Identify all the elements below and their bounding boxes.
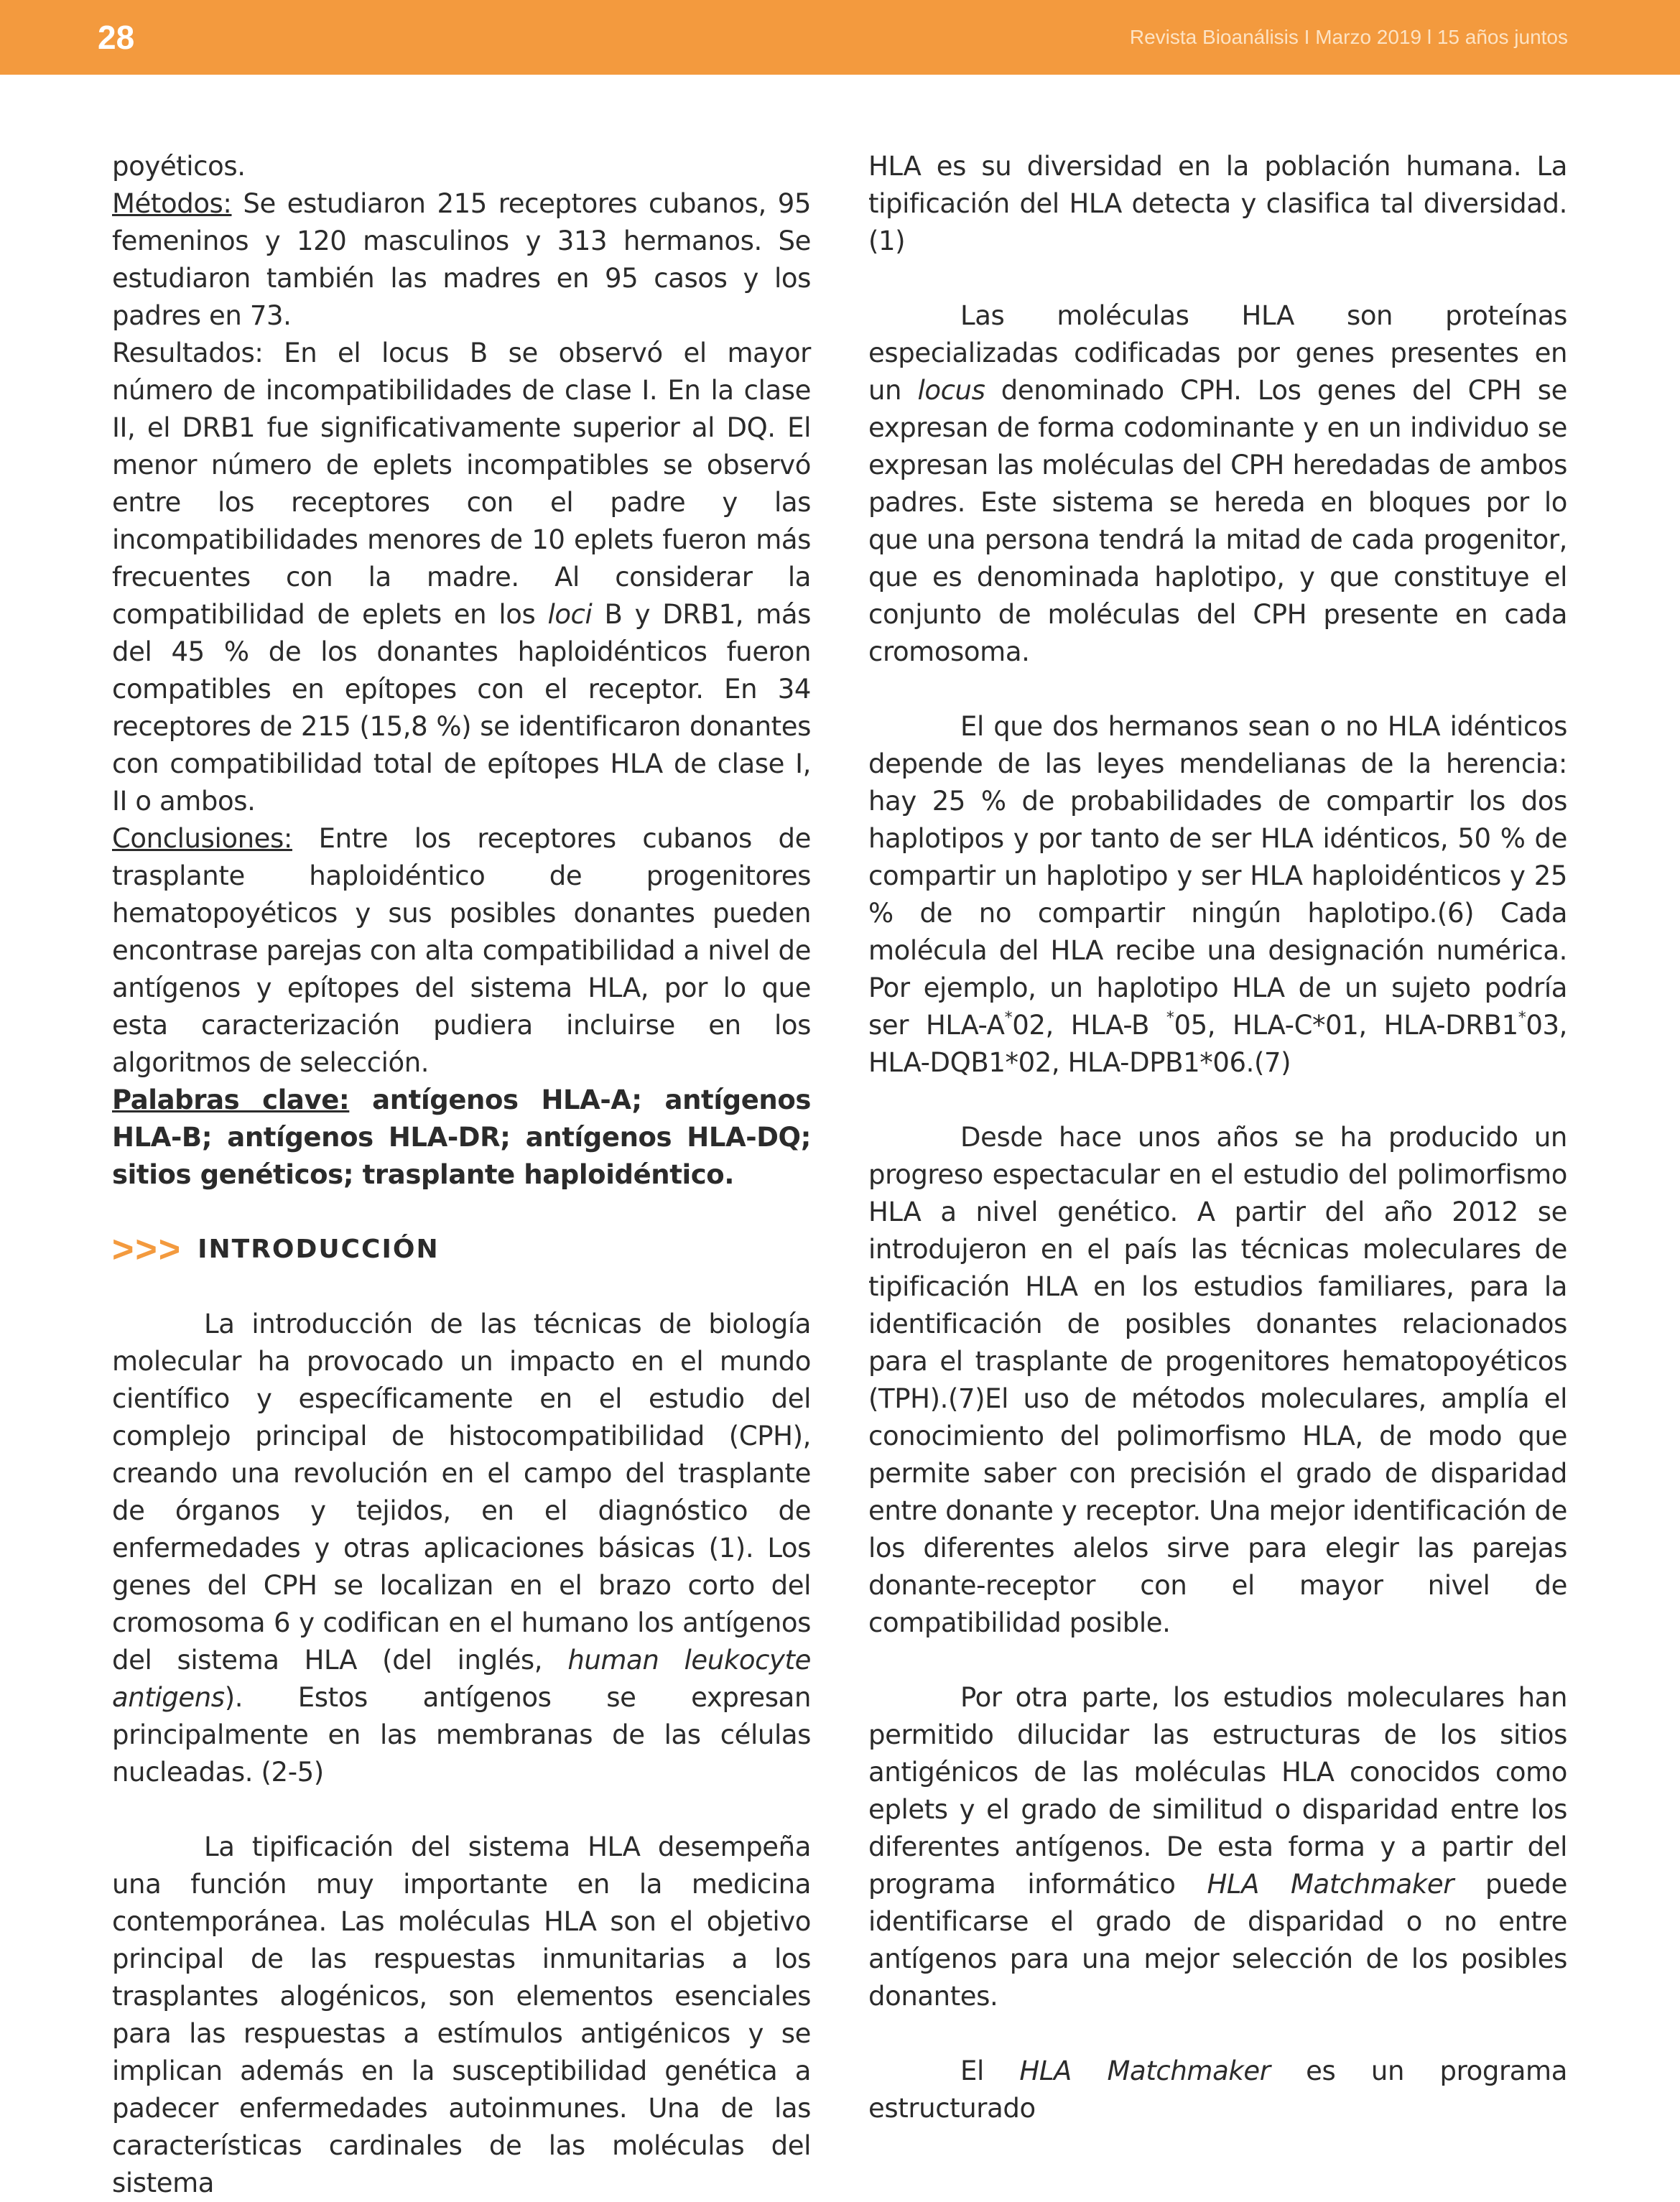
results-text: Resultados: En el locus B se observó el mayor número de incompatibilidades de clase I. En la clase II, el DRB1 fue significativamente superior al DQ. El menor número de eplets incompatibles se observó entre los receptores con el padre y las incompatibilidades menores de 10 eplets fueron más frecuentes con la madre. Al considerar la compatibilidad de eplets en los [112,338,811,630]
conclusions-text: Entre los receptores cubanos de trasplante haploidéntico de progenitores hematopoyéticos y sus posibles donantes pueden encontrase parejas con alta compatibilidad a nivel de antígenos y epítopes del sistema HLA, por lo que esta caracterización pudiera incluirse en los algoritmos de selección. [112,823,811,1078]
paragraph-r2 [868,297,1567,671]
text: Desde hace unos años se ha producido un progreso espectacular en el estudio del polimorfismo HLA a nivel genético. A partir del año 2012 se introdujeron en el país las técnicas moleculares de tipificación HLA en los estudios familiares, para la identificación de posibles donantes relacionados para el trasplante de progenitores hematopoyéticos (TPH).(7)El uso de métodos moleculares, amplía el conocimiento del polimorfismo HLA, de modo que permite saber con precisión el grado de disparidad entre donante y receptor. Una mejor identificación de los diferentes alelos sirve para elegir las parejas donante-receptor con el mayor nivel de compatibilidad posible. [868,1122,1567,1638]
text: 05, HLA-C*01, HLA-DRB1 [1174,1010,1518,1041]
text: HLA es su diversidad en la población humana. La tipificación del HLA detecta y clasifica tal diversidad.(1) [868,151,1567,256]
results-italic: loci [547,599,593,630]
text: El [960,2055,1020,2086]
paragraph-r6 [868,2053,1567,2127]
paragraph-intro-2 [112,1829,811,2202]
paragraph-keywords [112,1082,811,1194]
text: 02, HLA-B [1012,1010,1166,1041]
italic-text: human leukocyte antigens [112,1645,811,1713]
superscript: * [1166,1009,1174,1027]
text: es un programa estructurado [868,2055,1567,2124]
text: 03, HLA-DQB1*02, HLA-DPB1*06.(7) [868,1010,1567,1078]
conclusions-label: Conclusiones: [112,823,292,854]
methods-text: Se estudiaron 215 receptores cubanos, 95 femeninos y 120 masculinos y 313 hermanos. Se estudiaron también las madres en 95 casos y los padres en 73. [112,188,811,331]
text: denominado CPH. Los genes del CPH se expresan de forma codominante y en un individuo se expresan las moléculas del CPH heredadas de ambos padres. Este sistema se hereda en bloques por lo que una persona tendrá la mitad de cada progenitor, que es denominada haplotipo, y que constituye el conjunto de moléculas del CPH presente en cada cromosoma. [868,375,1567,667]
paragraph-results [112,335,811,820]
paragraph-continuation [112,148,811,185]
page-header-bar [0,0,1680,75]
section-heading [112,1231,811,1268]
left-column [112,148,811,2202]
paragraph-conclusions [112,820,811,1082]
italic-text: locus [917,375,985,406]
text: La introducción de las técnicas de biología molecular ha provocado un impacto en el mundo científico y específicamente en el estudio del complejo principal de histocompatibilidad (CPH), creando una revolución en el campo del trasplante de órganos y tejidos, en el diagnóstico de enfermedades y otras aplicaciones básicas (1). Los genes del CPH se localizan en el brazo corto del cromosoma 6 y codifican en el humano los antígenos del sistema HLA (del inglés, [112,1309,811,1676]
paragraph-r4 [868,1119,1567,1642]
text: Por otra parte, los estudios moleculares han permitido dilucidar las estructuras de los sitios antigénicos de las moléculas HLA conocidos como eplets y el grado de similitud o disparidad entre los diferentes antígenos. De esta forma y a partir del programa informático [868,1682,1567,1900]
italic-text: HLA Matchmaker [1207,1869,1454,1900]
paragraph-intro-1 [112,1306,811,1791]
results-text: B y DRB1, más del 45 % de los donantes haploidénticos fueron compatibles en epítopes con el receptor. En 34 receptores de 215 (15,8 %) se identificaron donantes con compatibilidad total de epítopes HLA de clase I, II o ambos. [112,599,811,817]
paragraph-r5 [868,1679,1567,2015]
paragraph-methods [112,185,811,335]
text: El que dos hermanos sean o no HLA idénticos depende de las leyes mendelianas de la herencia: hay 25 % de probabilidades de compartir los dos haplotipos y por tanto de ser HLA idénticos, 50 % de compartir un haplotipo y ser HLA haploidénticos y 25 % de no compartir ningún haplotipo.(6) Cada molécula del HLA recibe una designación numérica. Por ejemplo, un haplotipo HLA de un sujeto podría ser HLA-A [868,711,1567,1041]
right-column [868,148,1567,2127]
text: Las moléculas HLA son proteínas especializadas codificadas por genes presentes en un [868,300,1567,406]
italic-text: HLA Matchmaker [1019,2055,1271,2086]
running-head: Revista Bioanálisis I Marzo 2019 l 15 años juntos [1129,26,1568,48]
methods-label: Métodos: [112,188,232,219]
superscript: * [1004,1009,1013,1027]
section-title: INTRODUCCIÓN [198,1235,440,1264]
page-number: 28 [98,19,135,56]
keywords-text: antígenos HLA-A; antígenos HLA-B; antígenos HLA-DR; antígenos HLA-DQ; sitios genéticos; trasplante haploidéntico. [112,1084,811,1190]
chevron-right-icon: >>> [112,1229,182,1270]
paragraph-r3 [868,708,1567,1082]
superscript: * [1518,1009,1526,1027]
text: poyéticos. [112,151,246,182]
keywords-label: Palabras clave: [112,1084,350,1115]
text: ). Estos antígenos se expresan principalmente en las membranas de las células nucleadas. (2-5) [112,1682,811,1788]
text: puede identificarse el grado de disparidad o no entre antígenos para una mejor selección de los posibles donantes. [868,1869,1568,2012]
text: La tipificación del sistema HLA desempeña una función muy importante en la medicina contemporánea. Las moléculas HLA son el objetivo principal de las respuestas inmunitarias a los trasplantes alogénicos, son elementos esenciales para las respuestas a estímulos antigénicos y se implican además en la susceptibilidad genética a padecer enfermedades autoinmunes. Una de las características cardinales de las moléculas del sistema [112,1831,811,2198]
paragraph-r1 [868,148,1567,260]
